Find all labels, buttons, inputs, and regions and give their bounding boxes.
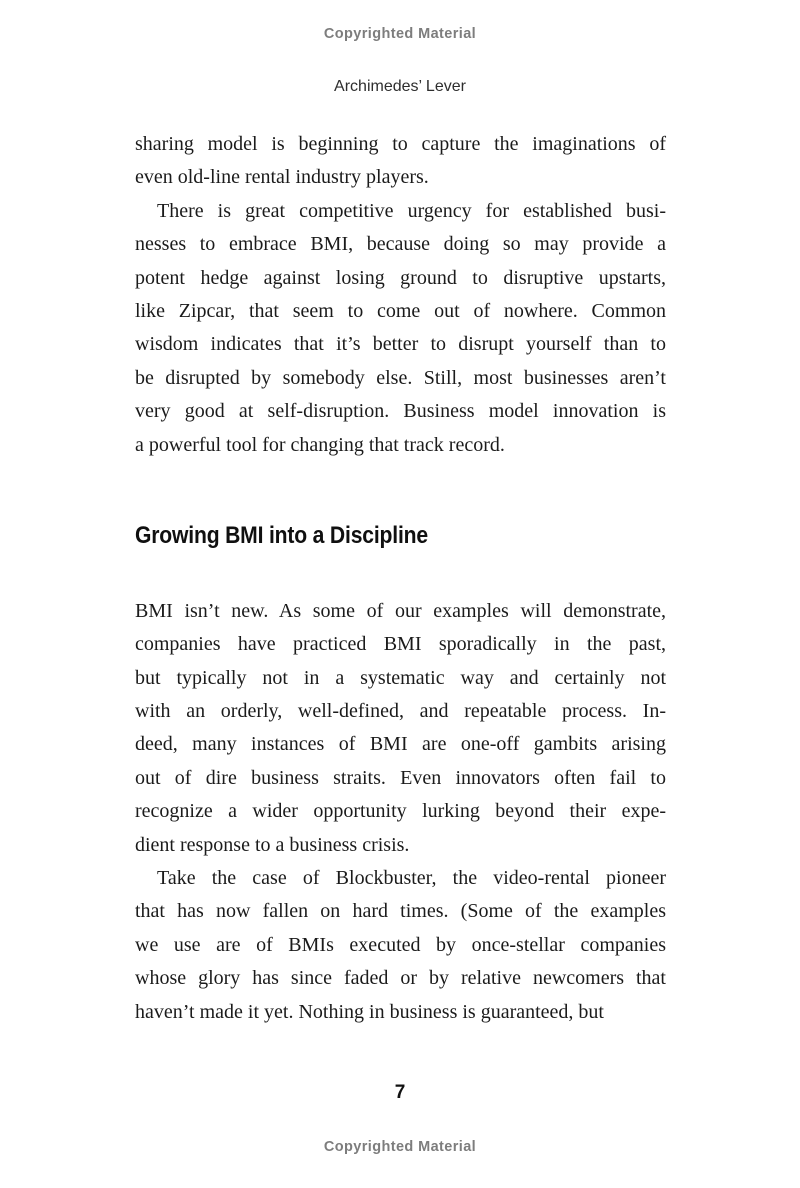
text-line: haven’t made it yet. Nothing in business is guaranteed, but [135, 1000, 604, 1023]
copyright-notice-top: Copyrighted Material [323, 26, 477, 42]
text-line: deed, many instances of BMI are one-off gambits arising [135, 733, 666, 756]
paragraph [135, 195, 666, 462]
section-heading-text: Growing BMI into a Discipline [135, 521, 428, 549]
page-number: 7 [394, 1082, 406, 1103]
text-line: whose glory has since faded or by relative newcomers that [135, 967, 666, 990]
text-line: we use are of BMIs executed by once-stellar companies [135, 933, 666, 956]
text-line: There is great competitive urgency for established busi- [157, 199, 666, 222]
text-line: companies have practiced BMI sporadically in the past, [135, 633, 666, 656]
copyright-notice-bottom: Copyrighted Material [323, 1139, 477, 1155]
text-line: very good at self-disruption. Business model innovation is [135, 400, 666, 423]
text-line: potent hedge against losing ground to disruptive upstarts, [135, 266, 666, 289]
paragraph [135, 595, 666, 862]
text-line: Take the case of Blockbuster, the video-rental pioneer [157, 867, 666, 890]
text-line: even old-line rental industry players. [135, 166, 429, 189]
text-line: recognize a wider opportunity lurking beyond their expe- [135, 800, 666, 823]
text-line: dient response to a business crisis. [135, 833, 410, 856]
text-line: wisdom indicates that it’s better to disrupt yourself than to [135, 333, 666, 356]
text-line: be disrupted by somebody else. Still, most businesses aren’t [135, 366, 666, 389]
paragraph [135, 862, 666, 1029]
text-line: sharing model is beginning to capture the imaginations of [135, 133, 666, 155]
text-line: nesses to embrace BMI, because doing so may provide a [135, 233, 666, 256]
body-text [135, 128, 666, 1029]
paragraph [135, 128, 666, 195]
section-heading [135, 522, 666, 550]
text-line: BMI isn’t new. As some of our examples will demonstrate, [135, 599, 666, 622]
text-line: out of dire business straits. Even innovators often fail to [135, 766, 666, 789]
text-line: with an orderly, well-defined, and repeatable process. In- [135, 700, 666, 723]
text-line: like Zipcar, that seem to come out of nowhere. Common [135, 299, 666, 322]
text-line: a powerful tool for changing that track record. [135, 433, 505, 456]
text-line: but typically not in a systematic way and certainly not [135, 666, 666, 689]
text-line: that has now fallen on hard times. (Some of the examples [135, 900, 666, 923]
running-head: Archimedes’ Lever [334, 78, 466, 95]
